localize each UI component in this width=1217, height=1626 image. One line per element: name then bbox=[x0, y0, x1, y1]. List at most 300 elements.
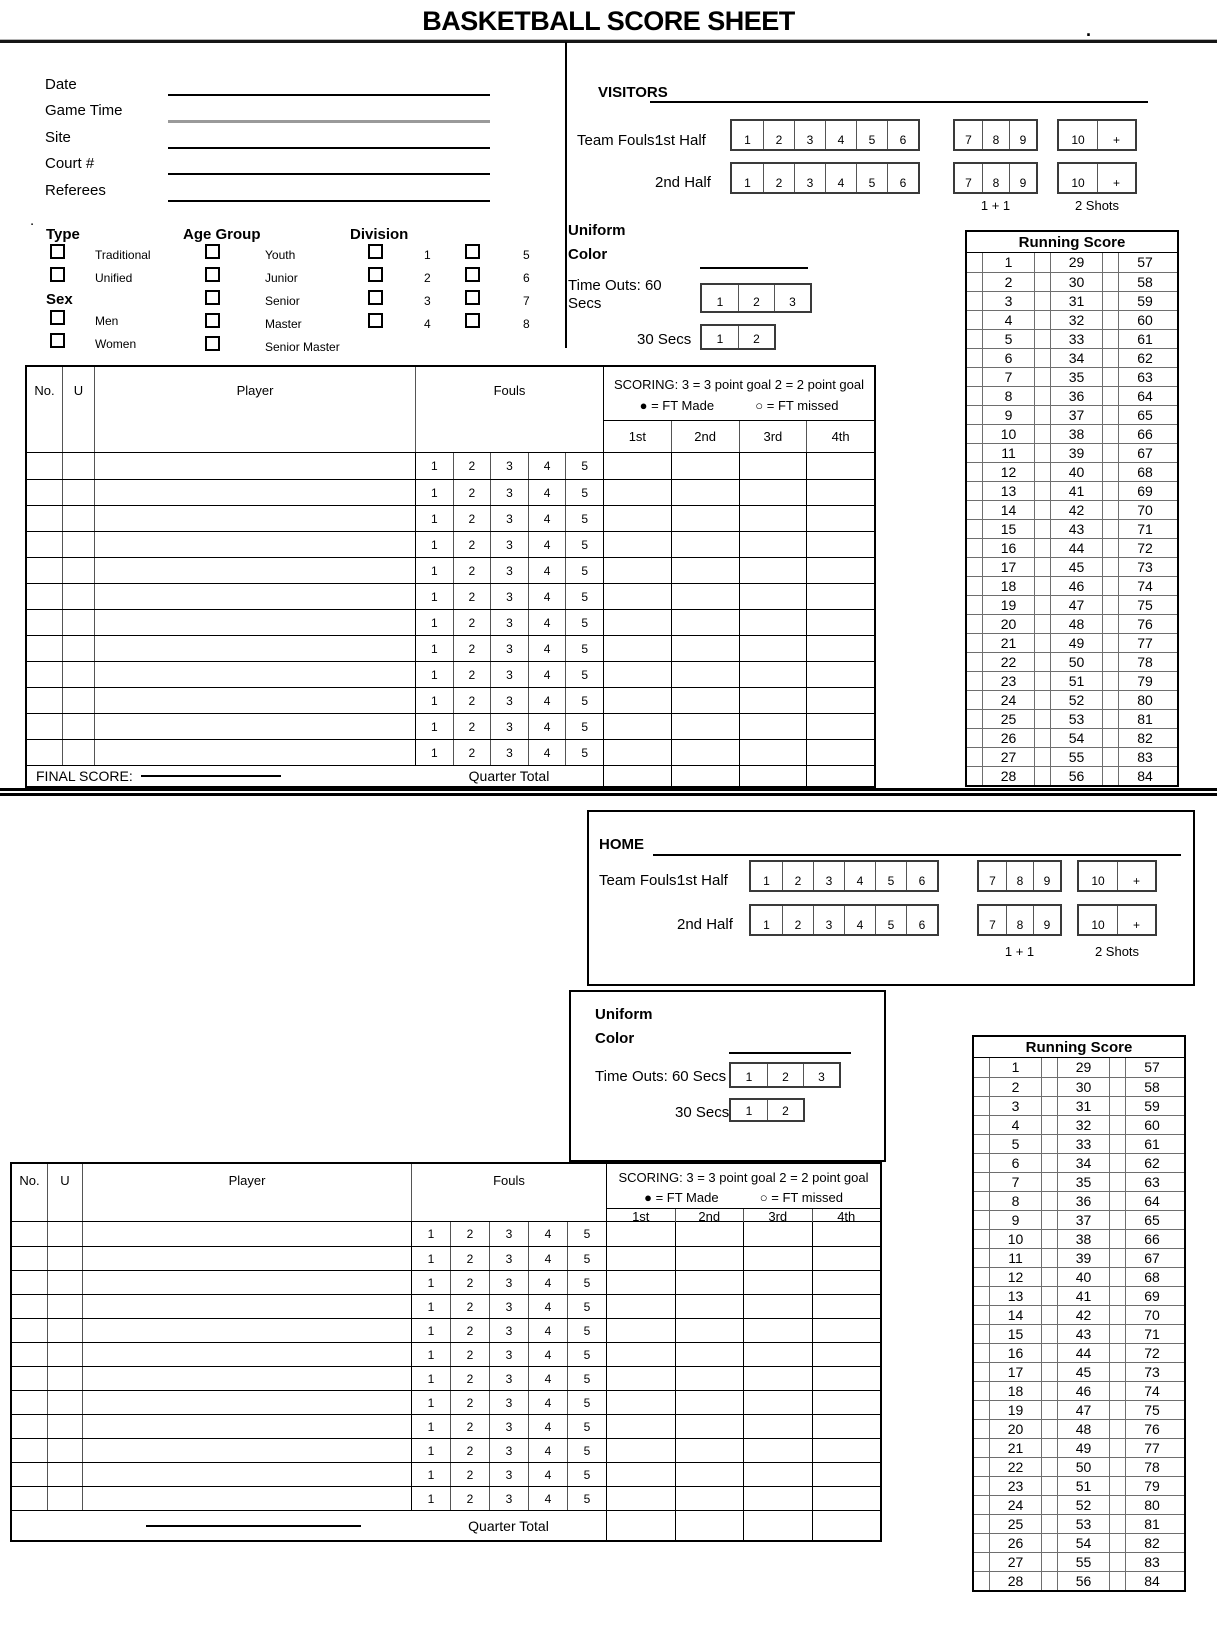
running-score-number[interactable]: 40 bbox=[1058, 1268, 1110, 1286]
running-score-number[interactable]: 73 bbox=[1144, 1364, 1160, 1380]
foul-number[interactable]: 5 bbox=[565, 662, 603, 687]
quarter-score-cell[interactable] bbox=[603, 532, 671, 557]
quarter-score-cell[interactable] bbox=[743, 1295, 812, 1318]
quarter-score-cell[interactable] bbox=[675, 1271, 744, 1294]
quarter-score-cell[interactable] bbox=[603, 584, 671, 609]
running-score-number[interactable]: 76 bbox=[1144, 1421, 1160, 1437]
player-name-cell[interactable] bbox=[94, 584, 415, 609]
running-score-number[interactable]: 11 bbox=[983, 444, 1035, 462]
foul-number[interactable]: 4 bbox=[528, 453, 566, 479]
running-score-number[interactable]: 32 bbox=[1058, 1116, 1110, 1134]
foul-number[interactable]: 1 bbox=[430, 745, 438, 760]
uniform-check-cell[interactable] bbox=[62, 688, 94, 713]
running-score-number[interactable]: 42 bbox=[1058, 1306, 1110, 1324]
foul-number[interactable]: 4 bbox=[528, 610, 566, 635]
player-number-cell[interactable] bbox=[27, 506, 62, 531]
team-foul-cell[interactable]: 3 bbox=[794, 164, 825, 192]
player-number-cell[interactable] bbox=[27, 584, 62, 609]
quarter-score-cell[interactable] bbox=[812, 1439, 881, 1462]
team-foul-cell[interactable]: 9 bbox=[1009, 164, 1036, 192]
quarter-score-cell[interactable] bbox=[812, 1415, 881, 1438]
quarter-score-cell[interactable] bbox=[812, 1391, 881, 1414]
player-number-cell[interactable] bbox=[12, 1271, 47, 1294]
running-score-number[interactable]: 10 bbox=[983, 425, 1035, 443]
player-number-cell[interactable] bbox=[27, 532, 62, 557]
running-score-number[interactable]: 19 bbox=[990, 1401, 1042, 1419]
running-score-number[interactable]: 38 bbox=[1058, 1230, 1110, 1248]
foul-number[interactable]: 4 bbox=[528, 558, 566, 583]
running-score-number[interactable]: 84 bbox=[1137, 768, 1153, 784]
foul-number[interactable]: 3 bbox=[489, 1247, 528, 1270]
visitors-name-line[interactable] bbox=[650, 101, 1148, 103]
team-foul-cell[interactable]: 9 bbox=[1033, 862, 1060, 890]
running-score-number[interactable]: 17 bbox=[983, 558, 1035, 576]
quarter-score-cell[interactable] bbox=[675, 1439, 744, 1462]
quarter-score-cell[interactable] bbox=[739, 688, 807, 713]
foul-number[interactable]: 1 bbox=[430, 511, 438, 526]
running-score-number[interactable]: 51 bbox=[1058, 1477, 1110, 1495]
division-5-checkbox[interactable] bbox=[465, 244, 480, 259]
running-score-number[interactable]: 48 bbox=[1051, 615, 1103, 633]
player-number-cell[interactable] bbox=[12, 1319, 47, 1342]
player-name-cell[interactable] bbox=[82, 1222, 411, 1246]
foul-number[interactable]: 2 bbox=[450, 1415, 489, 1438]
quarter-score-cell[interactable] bbox=[675, 1367, 744, 1390]
running-score-number[interactable]: 29 bbox=[1051, 253, 1103, 272]
running-score-number[interactable]: 18 bbox=[990, 1382, 1042, 1400]
foul-number[interactable]: 3 bbox=[489, 1319, 528, 1342]
player-name-cell[interactable] bbox=[82, 1487, 411, 1510]
quarter-score-cell[interactable] bbox=[739, 740, 807, 765]
team-foul-cell[interactable]: 6 bbox=[887, 121, 918, 149]
player-number-cell[interactable] bbox=[27, 662, 62, 687]
quarter-total-cell[interactable] bbox=[743, 1511, 812, 1540]
uniform-check-cell[interactable] bbox=[47, 1415, 82, 1438]
foul-number[interactable]: 3 bbox=[489, 1222, 528, 1246]
player-number-cell[interactable] bbox=[27, 740, 62, 765]
running-score-number[interactable]: 19 bbox=[983, 596, 1035, 614]
team-foul-cell[interactable]: 8 bbox=[1006, 906, 1033, 934]
running-score-number[interactable]: 39 bbox=[1058, 1249, 1110, 1267]
team-foul-cell[interactable]: 2 bbox=[763, 121, 794, 149]
foul-number[interactable]: 5 bbox=[567, 1487, 606, 1510]
running-score-number[interactable]: 25 bbox=[990, 1515, 1042, 1533]
running-score-number[interactable]: 36 bbox=[1058, 1192, 1110, 1210]
quarter-score-cell[interactable] bbox=[603, 714, 671, 739]
player-number-cell[interactable] bbox=[12, 1391, 47, 1414]
quarter-total-cell[interactable] bbox=[806, 766, 874, 786]
division-7-checkbox[interactable] bbox=[465, 290, 480, 305]
quarter-score-cell[interactable] bbox=[606, 1439, 675, 1462]
foul-number[interactable]: 5 bbox=[565, 740, 603, 765]
foul-number[interactable]: 2 bbox=[453, 506, 491, 531]
foul-number[interactable]: 2 bbox=[450, 1295, 489, 1318]
quarter-score-cell[interactable] bbox=[675, 1463, 744, 1486]
team-foul-cell[interactable]: 10 bbox=[1091, 874, 1105, 888]
running-score-number[interactable]: 46 bbox=[1058, 1382, 1110, 1400]
player-name-cell[interactable] bbox=[94, 662, 415, 687]
foul-number[interactable]: 1 bbox=[427, 1443, 435, 1458]
quarter-score-cell[interactable] bbox=[606, 1391, 675, 1414]
quarter-score-cell[interactable] bbox=[812, 1487, 881, 1510]
uniform-check-cell[interactable] bbox=[62, 610, 94, 635]
foul-number[interactable]: 4 bbox=[528, 1463, 567, 1486]
foul-number[interactable]: 5 bbox=[567, 1247, 606, 1270]
timeout-cell[interactable]: 1 bbox=[716, 295, 724, 309]
foul-number[interactable]: 4 bbox=[528, 1343, 567, 1366]
foul-number[interactable]: 5 bbox=[567, 1391, 606, 1414]
quarter-score-cell[interactable] bbox=[671, 636, 739, 661]
foul-number[interactable]: 5 bbox=[565, 506, 603, 531]
quarter-total-cell[interactable] bbox=[812, 1511, 881, 1540]
uniform-check-cell[interactable] bbox=[62, 532, 94, 557]
quarter-score-cell[interactable] bbox=[743, 1487, 812, 1510]
running-score-number[interactable]: 2 bbox=[983, 273, 1035, 291]
player-name-cell[interactable] bbox=[82, 1319, 411, 1342]
running-score-number[interactable]: 58 bbox=[1144, 1079, 1160, 1095]
running-score-number[interactable]: 66 bbox=[1144, 1231, 1160, 1247]
age-senior-master-checkbox[interactable] bbox=[205, 336, 220, 351]
uniform-check-cell[interactable] bbox=[47, 1222, 82, 1246]
running-score-number[interactable]: 15 bbox=[983, 520, 1035, 538]
quarter-score-cell[interactable] bbox=[675, 1343, 744, 1366]
quarter-score-cell[interactable] bbox=[671, 480, 739, 505]
date-input-line[interactable] bbox=[168, 94, 490, 96]
foul-number[interactable]: 3 bbox=[489, 1415, 528, 1438]
foul-number[interactable]: 3 bbox=[490, 610, 528, 635]
running-score-number[interactable]: 9 bbox=[983, 406, 1035, 424]
referees-input-line[interactable] bbox=[168, 200, 490, 202]
timeout-cell[interactable]: 1 bbox=[745, 1104, 753, 1118]
team-foul-cell[interactable]: 1 bbox=[763, 918, 770, 932]
running-score-number[interactable]: 55 bbox=[1058, 1553, 1110, 1571]
running-score-number[interactable]: 45 bbox=[1058, 1363, 1110, 1381]
uniform-check-cell[interactable] bbox=[47, 1247, 82, 1270]
foul-number[interactable]: 1 bbox=[430, 667, 438, 682]
team-foul-cell[interactable]: 2 bbox=[782, 906, 813, 934]
running-score-number[interactable]: 38 bbox=[1051, 425, 1103, 443]
running-score-number[interactable]: 44 bbox=[1051, 539, 1103, 557]
running-score-number[interactable]: 35 bbox=[1051, 368, 1103, 386]
foul-number[interactable]: 4 bbox=[528, 714, 566, 739]
running-score-number[interactable]: 13 bbox=[983, 482, 1035, 500]
foul-number[interactable]: 3 bbox=[490, 662, 528, 687]
quarter-score-cell[interactable] bbox=[603, 558, 671, 583]
player-number-cell[interactable] bbox=[12, 1439, 47, 1462]
player-number-cell[interactable] bbox=[27, 714, 62, 739]
foul-number[interactable]: 5 bbox=[565, 714, 603, 739]
running-score-number[interactable]: 32 bbox=[1051, 311, 1103, 329]
running-score-number[interactable]: 64 bbox=[1137, 388, 1153, 404]
uniform-check-cell[interactable] bbox=[62, 740, 94, 765]
foul-number[interactable]: 2 bbox=[450, 1367, 489, 1390]
quarter-score-cell[interactable] bbox=[806, 480, 874, 505]
team-foul-cell[interactable]: 7 bbox=[989, 874, 996, 888]
running-score-number[interactable]: 68 bbox=[1137, 464, 1153, 480]
foul-number[interactable]: 4 bbox=[528, 1391, 567, 1414]
running-score-number[interactable]: 8 bbox=[990, 1192, 1042, 1210]
foul-number[interactable]: 1 bbox=[427, 1347, 435, 1362]
running-score-number[interactable]: 35 bbox=[1058, 1173, 1110, 1191]
running-score-number[interactable]: 37 bbox=[1051, 406, 1103, 424]
running-score-number[interactable]: 36 bbox=[1051, 387, 1103, 405]
foul-number[interactable]: 2 bbox=[453, 636, 491, 661]
running-score-number[interactable]: 47 bbox=[1058, 1401, 1110, 1419]
player-number-cell[interactable] bbox=[27, 453, 62, 479]
running-score-number[interactable]: 74 bbox=[1144, 1383, 1160, 1399]
home-color-line[interactable] bbox=[729, 1052, 851, 1054]
foul-number[interactable]: 4 bbox=[528, 1367, 567, 1390]
running-score-number[interactable]: 27 bbox=[983, 748, 1035, 766]
division-6-checkbox[interactable] bbox=[465, 267, 480, 282]
foul-number[interactable]: 1 bbox=[427, 1323, 435, 1338]
quarter-score-cell[interactable] bbox=[739, 610, 807, 635]
running-score-number[interactable]: 10 bbox=[990, 1230, 1042, 1248]
running-score-number[interactable]: 2 bbox=[990, 1078, 1042, 1096]
court-input-line[interactable] bbox=[168, 173, 490, 175]
quarter-score-cell[interactable] bbox=[743, 1343, 812, 1366]
team-foul-cell[interactable]: 8 bbox=[982, 121, 1009, 149]
running-score-number[interactable]: 31 bbox=[1058, 1097, 1110, 1115]
quarter-score-cell[interactable] bbox=[606, 1247, 675, 1270]
foul-number[interactable]: 5 bbox=[565, 532, 603, 557]
quarter-score-cell[interactable] bbox=[812, 1222, 881, 1246]
player-name-cell[interactable] bbox=[94, 740, 415, 765]
quarter-score-cell[interactable] bbox=[806, 558, 874, 583]
running-score-number[interactable]: 3 bbox=[990, 1097, 1042, 1115]
uniform-check-cell[interactable] bbox=[62, 714, 94, 739]
quarter-score-cell[interactable] bbox=[671, 506, 739, 531]
running-score-number[interactable]: 77 bbox=[1137, 635, 1153, 651]
team-foul-cell[interactable]: 7 bbox=[965, 176, 972, 190]
running-score-number[interactable]: 43 bbox=[1051, 520, 1103, 538]
timeout-cell[interactable]: 2 bbox=[767, 1100, 803, 1120]
uniform-check-cell[interactable] bbox=[62, 558, 94, 583]
running-score-number[interactable]: 27 bbox=[990, 1553, 1042, 1571]
foul-number[interactable]: 5 bbox=[565, 688, 603, 713]
player-name-cell[interactable] bbox=[82, 1367, 411, 1390]
running-score-number[interactable]: 71 bbox=[1137, 521, 1153, 537]
timeout-cell[interactable]: 1 bbox=[745, 1070, 753, 1084]
foul-number[interactable]: 1 bbox=[427, 1275, 435, 1290]
foul-number[interactable]: 1 bbox=[427, 1491, 435, 1506]
running-score-number[interactable]: 63 bbox=[1144, 1174, 1160, 1190]
running-score-number[interactable]: 79 bbox=[1137, 673, 1153, 689]
quarter-score-cell[interactable] bbox=[606, 1487, 675, 1510]
player-name-cell[interactable] bbox=[94, 558, 415, 583]
team-foul-cell[interactable]: 6 bbox=[887, 164, 918, 192]
running-score-number[interactable]: 3 bbox=[983, 292, 1035, 310]
quarter-score-cell[interactable] bbox=[743, 1463, 812, 1486]
timeout-cell[interactable]: 2 bbox=[738, 285, 774, 311]
team-foul-cell[interactable]: 5 bbox=[856, 121, 887, 149]
running-score-number[interactable]: 81 bbox=[1144, 1516, 1160, 1532]
foul-number[interactable]: 2 bbox=[453, 558, 491, 583]
quarter-score-cell[interactable] bbox=[675, 1415, 744, 1438]
game-time-input-line[interactable] bbox=[168, 120, 490, 123]
running-score-number[interactable]: 34 bbox=[1051, 349, 1103, 367]
quarter-score-cell[interactable] bbox=[675, 1295, 744, 1318]
running-score-number[interactable]: 1 bbox=[983, 253, 1035, 272]
team-foul-cell[interactable]: + bbox=[1117, 906, 1155, 934]
running-score-number[interactable]: 83 bbox=[1144, 1554, 1160, 1570]
running-score-number[interactable]: 1 bbox=[990, 1058, 1042, 1077]
team-foul-cell[interactable]: 10 bbox=[1071, 176, 1085, 190]
running-score-number[interactable]: 6 bbox=[983, 349, 1035, 367]
uniform-check-cell[interactable] bbox=[47, 1367, 82, 1390]
foul-number[interactable]: 1 bbox=[430, 459, 438, 473]
player-number-cell[interactable] bbox=[12, 1367, 47, 1390]
running-score-number[interactable]: 4 bbox=[990, 1116, 1042, 1134]
foul-number[interactable]: 4 bbox=[528, 740, 566, 765]
running-score-number[interactable]: 62 bbox=[1144, 1155, 1160, 1171]
foul-number[interactable]: 1 bbox=[430, 589, 438, 604]
quarter-score-cell[interactable] bbox=[812, 1247, 881, 1270]
running-score-number[interactable]: 37 bbox=[1058, 1211, 1110, 1229]
age-youth-checkbox[interactable] bbox=[205, 244, 220, 259]
quarter-score-cell[interactable] bbox=[743, 1247, 812, 1270]
division-2-checkbox[interactable] bbox=[368, 267, 383, 282]
running-score-number[interactable]: 79 bbox=[1144, 1478, 1160, 1494]
player-number-cell[interactable] bbox=[12, 1343, 47, 1366]
foul-number[interactable]: 3 bbox=[490, 480, 528, 505]
foul-number[interactable]: 5 bbox=[567, 1222, 606, 1246]
foul-number[interactable]: 3 bbox=[489, 1439, 528, 1462]
quarter-score-cell[interactable] bbox=[806, 740, 874, 765]
team-foul-cell[interactable]: 6 bbox=[906, 862, 937, 890]
quarter-score-cell[interactable] bbox=[739, 714, 807, 739]
foul-number[interactable]: 3 bbox=[490, 636, 528, 661]
foul-number[interactable]: 2 bbox=[453, 584, 491, 609]
foul-number[interactable]: 3 bbox=[489, 1367, 528, 1390]
foul-number[interactable]: 1 bbox=[430, 641, 438, 656]
running-score-number[interactable]: 34 bbox=[1058, 1154, 1110, 1172]
division-3-checkbox[interactable] bbox=[368, 290, 383, 305]
running-score-number[interactable]: 72 bbox=[1144, 1345, 1160, 1361]
quarter-score-cell[interactable] bbox=[812, 1343, 881, 1366]
quarter-score-cell[interactable] bbox=[606, 1271, 675, 1294]
quarter-score-cell[interactable] bbox=[806, 453, 874, 479]
running-score-number[interactable]: 56 bbox=[1058, 1572, 1110, 1590]
uniform-check-cell[interactable] bbox=[62, 584, 94, 609]
foul-number[interactable]: 3 bbox=[490, 688, 528, 713]
quarter-total-cell[interactable] bbox=[603, 766, 671, 786]
running-score-number[interactable]: 29 bbox=[1058, 1058, 1110, 1077]
type-traditional-checkbox[interactable] bbox=[50, 244, 65, 259]
running-score-number[interactable]: 59 bbox=[1137, 293, 1153, 309]
running-score-number[interactable]: 30 bbox=[1051, 273, 1103, 291]
running-score-number[interactable]: 54 bbox=[1051, 729, 1103, 747]
quarter-score-cell[interactable] bbox=[806, 584, 874, 609]
quarter-score-cell[interactable] bbox=[606, 1319, 675, 1342]
running-score-number[interactable]: 67 bbox=[1144, 1250, 1160, 1266]
running-score-number[interactable]: 50 bbox=[1058, 1458, 1110, 1476]
foul-number[interactable]: 5 bbox=[567, 1295, 606, 1318]
final-score-line[interactable] bbox=[146, 1525, 361, 1527]
uniform-check-cell[interactable] bbox=[62, 453, 94, 479]
team-foul-cell[interactable]: 1 bbox=[744, 176, 751, 190]
running-score-number[interactable]: 49 bbox=[1058, 1439, 1110, 1457]
running-score-number[interactable]: 55 bbox=[1051, 748, 1103, 766]
timeout-cell[interactable]: 3 bbox=[803, 1064, 839, 1086]
quarter-score-cell[interactable] bbox=[675, 1222, 744, 1246]
running-score-number[interactable]: 75 bbox=[1137, 597, 1153, 613]
foul-number[interactable]: 1 bbox=[430, 563, 438, 578]
foul-number[interactable]: 1 bbox=[427, 1299, 435, 1314]
foul-number[interactable]: 1 bbox=[427, 1227, 435, 1241]
running-score-number[interactable]: 60 bbox=[1144, 1117, 1160, 1133]
foul-number[interactable]: 4 bbox=[528, 662, 566, 687]
player-name-cell[interactable] bbox=[94, 453, 415, 479]
running-score-number[interactable]: 14 bbox=[983, 501, 1035, 519]
running-score-number[interactable]: 61 bbox=[1144, 1136, 1160, 1152]
foul-number[interactable]: 1 bbox=[427, 1251, 435, 1266]
player-number-cell[interactable] bbox=[12, 1247, 47, 1270]
quarter-total-cell[interactable] bbox=[739, 766, 807, 786]
uniform-check-cell[interactable] bbox=[47, 1343, 82, 1366]
player-name-cell[interactable] bbox=[94, 714, 415, 739]
player-number-cell[interactable] bbox=[27, 480, 62, 505]
foul-number[interactable]: 4 bbox=[528, 1415, 567, 1438]
visitors-color-line[interactable] bbox=[700, 267, 808, 269]
quarter-total-cell[interactable] bbox=[675, 1511, 744, 1540]
quarter-score-cell[interactable] bbox=[812, 1295, 881, 1318]
foul-number[interactable]: 5 bbox=[565, 558, 603, 583]
running-score-number[interactable]: 82 bbox=[1137, 730, 1153, 746]
quarter-score-cell[interactable] bbox=[671, 610, 739, 635]
foul-number[interactable]: 2 bbox=[450, 1319, 489, 1342]
foul-number[interactable]: 1 bbox=[430, 719, 438, 734]
quarter-score-cell[interactable] bbox=[671, 453, 739, 479]
running-score-number[interactable]: 28 bbox=[990, 1572, 1042, 1590]
running-score-number[interactable]: 24 bbox=[990, 1496, 1042, 1514]
team-foul-cell[interactable]: 7 bbox=[989, 918, 996, 932]
running-score-number[interactable]: 44 bbox=[1058, 1344, 1110, 1362]
player-number-cell[interactable] bbox=[27, 636, 62, 661]
team-foul-cell[interactable]: 4 bbox=[825, 164, 856, 192]
running-score-number[interactable]: 63 bbox=[1137, 369, 1153, 385]
quarter-score-cell[interactable] bbox=[603, 480, 671, 505]
player-number-cell[interactable] bbox=[12, 1222, 47, 1246]
running-score-number[interactable]: 40 bbox=[1051, 463, 1103, 481]
foul-number[interactable]: 2 bbox=[453, 610, 491, 635]
quarter-score-cell[interactable] bbox=[806, 688, 874, 713]
player-number-cell[interactable] bbox=[12, 1295, 47, 1318]
player-number-cell[interactable] bbox=[27, 558, 62, 583]
quarter-score-cell[interactable] bbox=[806, 532, 874, 557]
running-score-number[interactable]: 65 bbox=[1144, 1212, 1160, 1228]
quarter-score-cell[interactable] bbox=[812, 1319, 881, 1342]
team-foul-cell[interactable]: 10 bbox=[1071, 133, 1085, 147]
team-foul-cell[interactable]: 6 bbox=[906, 906, 937, 934]
running-score-number[interactable]: 67 bbox=[1137, 445, 1153, 461]
running-score-number[interactable]: 72 bbox=[1137, 540, 1153, 556]
age-senior-checkbox[interactable] bbox=[205, 290, 220, 305]
team-foul-cell[interactable]: 9 bbox=[1033, 906, 1060, 934]
running-score-number[interactable]: 48 bbox=[1058, 1420, 1110, 1438]
quarter-score-cell[interactable] bbox=[671, 688, 739, 713]
foul-number[interactable]: 4 bbox=[528, 506, 566, 531]
foul-number[interactable]: 3 bbox=[489, 1295, 528, 1318]
running-score-number[interactable]: 77 bbox=[1144, 1440, 1160, 1456]
player-name-cell[interactable] bbox=[94, 636, 415, 661]
running-score-number[interactable]: 75 bbox=[1144, 1402, 1160, 1418]
running-score-number[interactable]: 9 bbox=[990, 1211, 1042, 1229]
running-score-number[interactable]: 33 bbox=[1051, 330, 1103, 348]
quarter-score-cell[interactable] bbox=[739, 662, 807, 687]
running-score-number[interactable]: 54 bbox=[1058, 1534, 1110, 1552]
quarter-score-cell[interactable] bbox=[812, 1271, 881, 1294]
